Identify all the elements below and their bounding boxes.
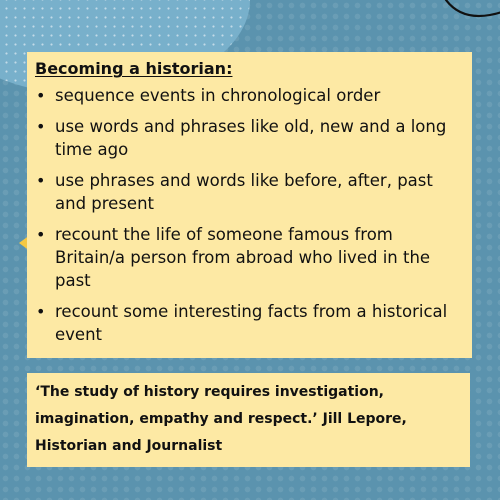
bullet-icon: •	[36, 225, 46, 244]
list-item	[35, 300, 458, 346]
bullet-icon: •	[36, 302, 46, 321]
list-item	[35, 115, 458, 161]
list-item	[35, 169, 458, 215]
panel-title: Becoming a historian:	[35, 59, 233, 78]
bullet-icon: •	[36, 86, 46, 105]
quote-text: ‘The study of history requires investigation, imagination, empathy and respect.’ Jill Lepore, Historian and Journalist	[35, 384, 407, 454]
list-item-text: recount some interesting facts from a historical event	[55, 302, 448, 344]
bullet-icon: •	[36, 171, 46, 190]
list-item	[35, 223, 458, 292]
skills-list	[35, 84, 458, 346]
historian-skills-panel	[27, 52, 472, 358]
quote-panel	[27, 373, 470, 467]
decorative-swoosh	[444, 0, 500, 30]
list-item-text: sequence events in chronological order	[55, 86, 381, 105]
list-item-text: use words and phrases like old, new and a long time ago	[55, 117, 447, 159]
list-item-text: recount the life of someone famous from Britain/a person from abroad who lived in the past	[55, 225, 431, 290]
list-item-text: use phrases and words like before, after, past and present	[55, 171, 433, 213]
list-item	[35, 84, 458, 107]
bullet-icon: •	[36, 117, 46, 136]
